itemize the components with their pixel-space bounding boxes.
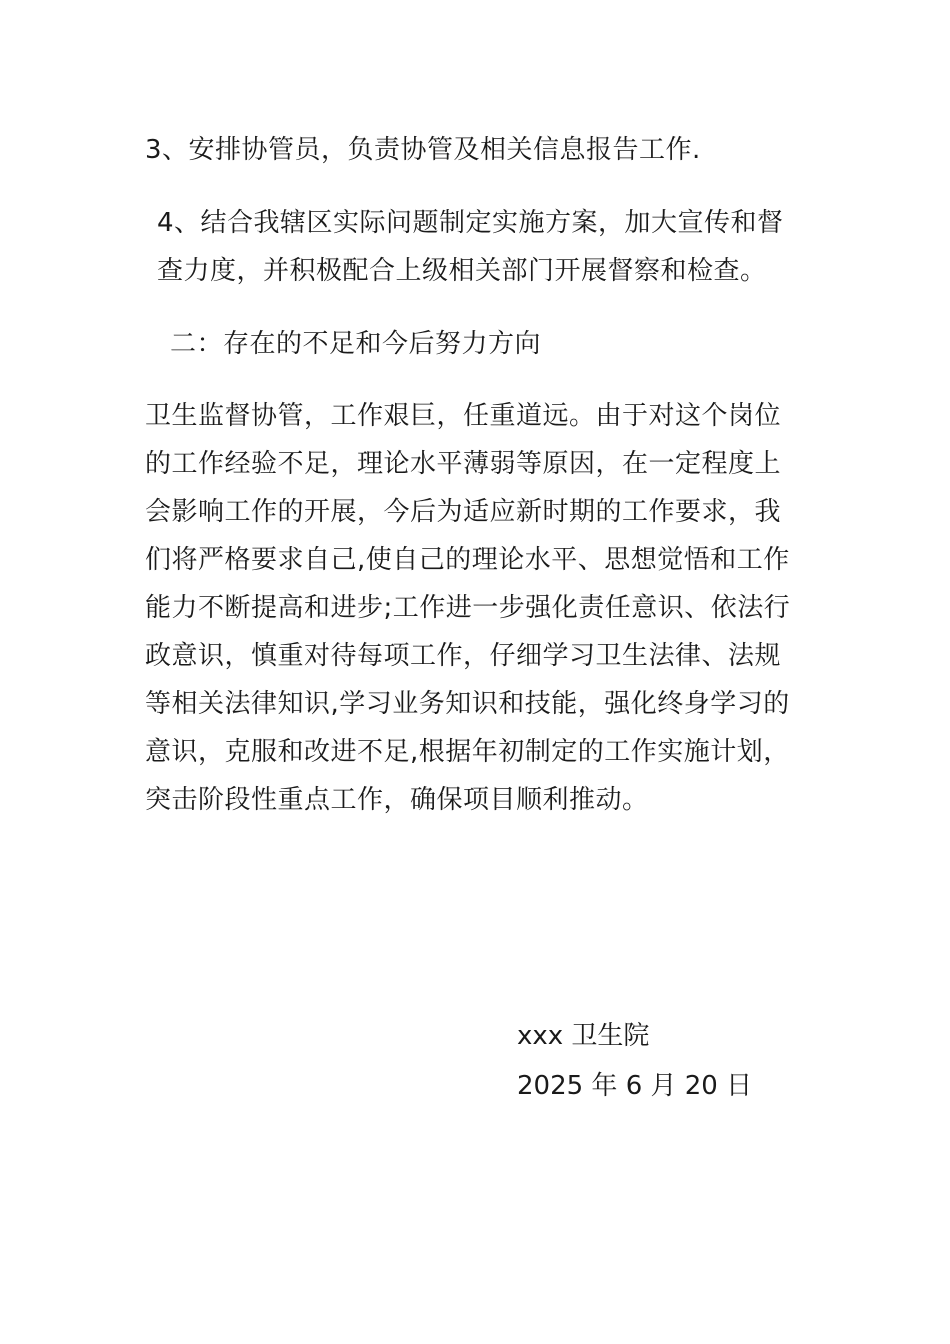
signature-date: 2025 年 6 月 20 日 (517, 1071, 753, 1101)
paragraph-item-4: 4、结合我辖区实际问题制定实施方案，加大宣传和督查力度，并积极配合上级相关部门开展督察和检查。 (157, 208, 784, 286)
signature-organization: xxx 卫生院 (517, 1021, 650, 1051)
body-paragraph: 卫生监督协管，工作艰巨，任重道远。由于对这个岗位的工作经验不足，理论水平薄弱等原因，在一定程度上会影响工作的开展，今后为适应新时期的工作要求，我们将严格要求自己,使自己的理论水平、思想觉悟和工作能力不断提高和进步;工作进一步强化责任意识、依法行政意识，慎重对待每项工作，仔细学习卫生法律、法规等相关法律知识,学习业务知识和技能，强化终身学习的意识，克服和改进不足,根据年初制定的工作实施计划，突击阶段性重点工作，确保项目顺利推动。 (145, 401, 791, 815)
paragraph-item-3: 3、安排协管员，负责协管及相关信息报告工作. (145, 135, 701, 165)
section-heading: 二：存在的不足和今后努力方向 (170, 329, 542, 359)
